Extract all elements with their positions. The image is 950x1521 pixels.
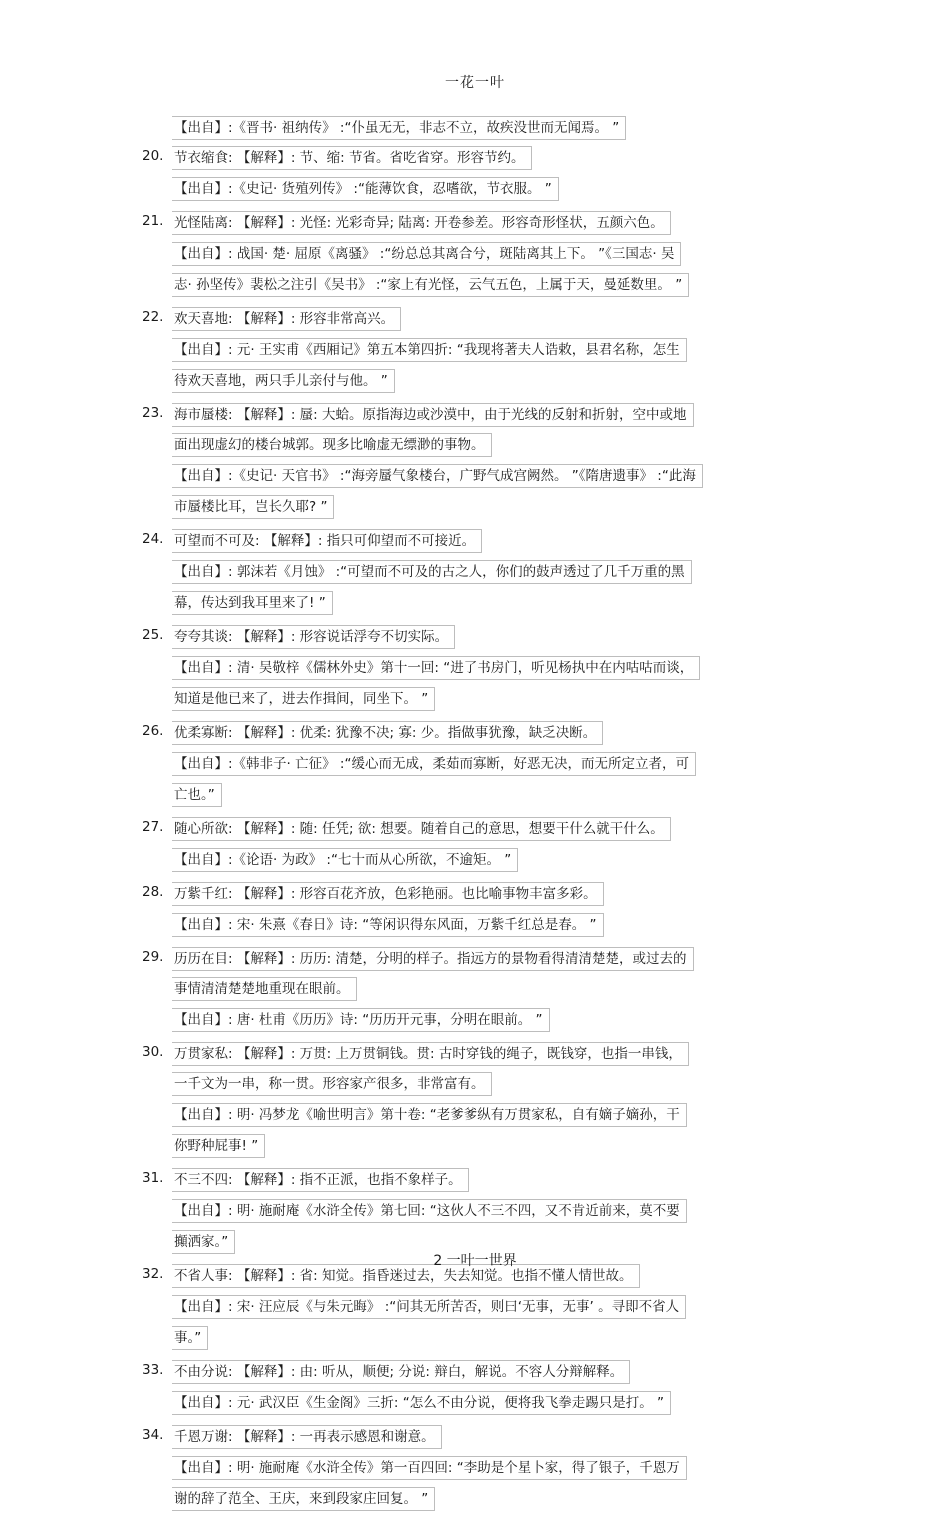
definition-line: 历历在目: 【解释】: 历历: 清楚，分明的样子。指远方的景物看得清清楚楚，或过去的	[172, 947, 694, 971]
source-line: 【出自】: 宋· 朱熹《春日》诗: “等闲识得东风面，万紫千红总是春。 ”	[172, 913, 604, 937]
idiom-entry	[142, 146, 812, 207]
entry-body	[172, 307, 812, 399]
definition-line: 万紫千红: 【解释】: 形容百花齐放，色彩艳丽。也比喻事物丰富多彩。	[172, 882, 604, 906]
definition-line: 万贯家私: 【解释】: 万贯: 上万贯铜钱。贯: 古时穿钱的绳子，既钱穿，也指一串钱，	[172, 1042, 689, 1066]
source-line: 攧洒家。”	[172, 1230, 235, 1254]
entry-list	[142, 116, 812, 1521]
idiom-entry	[142, 1425, 812, 1517]
source-line: 【出自】:《史记· 天官书》 :“海旁蜃气象楼台，广野气成宫阙然。 ”《隋唐遗事》 :“此海	[172, 464, 703, 488]
source-line: 亡也。”	[172, 783, 222, 807]
entry-body	[172, 1425, 812, 1517]
source-line: 【出自】: 明· 冯梦龙《喻世明言》第十卷: “老爹爹纵有万贯家私，自有嫡子嫡孙，干	[172, 1103, 687, 1127]
definition-line: 优柔寡断: 【解释】: 优柔: 犹豫不决; 寡: 少。指做事犹豫，缺乏决断。	[172, 721, 603, 745]
idiom-entry	[142, 1168, 812, 1260]
source-line: 知道是他已来了，进去作揖间，同坐下。 ”	[172, 687, 435, 711]
entry-number: 24.	[142, 531, 164, 547]
definition-line: 事情清清楚楚地重现在眼前。	[172, 977, 357, 1001]
entry-number: 28.	[142, 884, 164, 900]
idiom-entry	[142, 403, 812, 525]
source-line: 【出自】: 明· 施耐庵《水浒全传》第一百四回: “李助是个星卜家，得了银子，千恩万	[172, 1456, 687, 1480]
idiom-entry	[142, 721, 812, 813]
entry-number: 31.	[142, 1170, 164, 1186]
page-header: 一花一叶	[445, 75, 505, 91]
definition-line: 光怪陆离: 【解释】: 光怪: 光彩奇异; 陆离: 开卷参差。形容奇形怪状，五颜六色。	[172, 211, 671, 235]
entry-body	[172, 625, 812, 717]
idiom-entry	[142, 882, 812, 943]
source-line: 【出自】: 清· 吴敬梓《儒林外史》第十一回: “进了书房门，听见杨执中在内咕咕而谈，	[172, 656, 700, 680]
entry-body	[172, 1168, 812, 1260]
idiom-entry	[142, 1264, 812, 1356]
entry-number: 34.	[142, 1427, 164, 1443]
entry-body	[172, 403, 812, 525]
source-line: 【出自】: 郭沫若《月蚀》 :“可望而不可及的古之人，你们的鼓声透过了几千万重的黑	[172, 560, 692, 584]
source-line: 待欢天喜地，两只手儿亲付与他。 ”	[172, 369, 395, 393]
entry-number: 22.	[142, 309, 164, 325]
entry-number: 30.	[142, 1044, 164, 1060]
idiom-entry	[142, 947, 812, 1038]
definition-line: 一千文为一串，称一贯。形容家产很多，非常富有。	[172, 1072, 492, 1096]
entry-body	[172, 947, 812, 1038]
idiom-entries	[142, 146, 812, 1517]
source-line: 【出自】:《史记· 货殖列传》 :“能薄饮食，忍嗜欲，节衣服。 ”	[172, 177, 559, 201]
source-line: 市蜃楼比耳，岂长久耶? ”	[172, 495, 334, 519]
source-line: 事。”	[172, 1326, 208, 1350]
source-line: 你野种屁事! ”	[172, 1134, 265, 1158]
definition-line: 千恩万谢: 【解释】: 一再表示感恩和谢意。	[172, 1425, 442, 1449]
entry-body	[172, 1042, 812, 1164]
entry-number: 20.	[142, 148, 164, 164]
entry-body	[172, 529, 812, 621]
definition-line: 夸夸其谈: 【解释】: 形容说话浮夸不切实际。	[172, 625, 455, 649]
source-line: 【出自】:《晋书· 祖纳传》 :“仆虽无无，非志不立，故疾没世而无闻焉。 ”	[172, 116, 626, 140]
previous-entry-source	[172, 116, 812, 146]
definition-line: 可望而不可及: 【解释】: 指只可仰望而不可接近。	[172, 529, 482, 553]
source-line: 【出自】: 宋· 汪应辰《与朱元晦》 :“问其无所苦否，则曰‘无事，无事’ 。寻即不省人	[172, 1295, 686, 1319]
source-line: 【出自】: 元· 武汉臣《生金阁》三折: “怎么不由分说，便将我飞拳走踢只是打。 ”	[172, 1391, 671, 1415]
source-line: 幕，传达到我耳里来了! ”	[172, 591, 333, 615]
definition-line: 随心所欲: 【解释】: 随: 任凭; 欲: 想要。随着自己的意思，想要干什么就干什么。	[172, 817, 671, 841]
idiom-entry	[142, 625, 812, 717]
idiom-entry	[142, 1042, 812, 1164]
source-line: 【出自】: 元· 王实甫《西厢记》第五本第四折: “我现将著夫人诰敕，县君名称，怎生	[172, 338, 687, 362]
definition-line: 面出现虚幻的楼台城郭。现多比喻虚无缥渺的事物。	[172, 433, 492, 457]
entry-body	[172, 1264, 812, 1356]
page-footer: 2 一叶一世界	[433, 1253, 517, 1269]
entry-body	[172, 146, 812, 207]
source-line: 【出自】: 明· 施耐庵《水浒全传》第七回: “这伙人不三不四，又不肯近前来，莫不要	[172, 1199, 687, 1223]
definition-line: 节衣缩食: 【解释】: 节、缩: 节省。省吃省穿。形容节约。	[172, 146, 532, 170]
idiom-entry	[142, 1360, 812, 1421]
definition-line: 海市蜃楼: 【解释】: 蜃: 大蛤。原指海边或沙漠中，由于光线的反射和折射，空中或地	[172, 403, 694, 427]
entry-number: 26.	[142, 723, 164, 739]
idiom-entry	[142, 817, 812, 878]
entry-body	[172, 211, 812, 303]
definition-line: 不由分说: 【解释】: 由: 听从，顺便; 分说: 辩白，解说。不容人分辩解释。	[172, 1360, 630, 1384]
entry-number: 29.	[142, 949, 164, 965]
entry-body	[172, 817, 812, 878]
entry-body	[172, 882, 812, 943]
idiom-entry	[142, 529, 812, 621]
entry-body	[172, 721, 812, 813]
idiom-entry	[142, 211, 812, 303]
source-line: 【出自】:《韩非子· 亡征》 :“缓心而无成，柔茹而寡断，好恶无决，而无所定立者，可	[172, 752, 696, 776]
entry-number: 23.	[142, 405, 164, 421]
source-line: 【出自】: 唐· 杜甫《历历》诗: “历历开元事，分明在眼前。 ”	[172, 1008, 550, 1032]
definition-line: 不省人事: 【解释】: 省: 知觉。指昏迷过去，失去知觉。也指不懂人情世故。	[172, 1264, 640, 1288]
entry-number: 33.	[142, 1362, 164, 1378]
definition-line: 欢天喜地: 【解释】: 形容非常高兴。	[172, 307, 401, 331]
entry-number: 25.	[142, 627, 164, 643]
source-line: 【出自】: 战国· 楚· 屈原《离骚》 :“纷总总其离合兮，斑陆离其上下。 ”《三国志· 吴	[172, 242, 681, 266]
source-line: 志· 孙坚传》裴松之注引《吴书》 :“家上有光怪，云气五色，上属于天，曼延数里。 ”	[172, 273, 689, 297]
definition-line: 不三不四: 【解释】: 指不正派，也指不象样子。	[172, 1168, 469, 1192]
entry-number: 27.	[142, 819, 164, 835]
entry-number: 32.	[142, 1266, 164, 1282]
source-line: 谢的辞了范全、王庆，来到段家庄回复。 ”	[172, 1487, 435, 1511]
idiom-entry	[142, 307, 812, 399]
source-line: 【出自】:《论语· 为政》 :“七十而从心所欲，不逾矩。 ”	[172, 848, 518, 872]
entry-number: 21.	[142, 213, 164, 229]
entry-body	[172, 1360, 812, 1421]
